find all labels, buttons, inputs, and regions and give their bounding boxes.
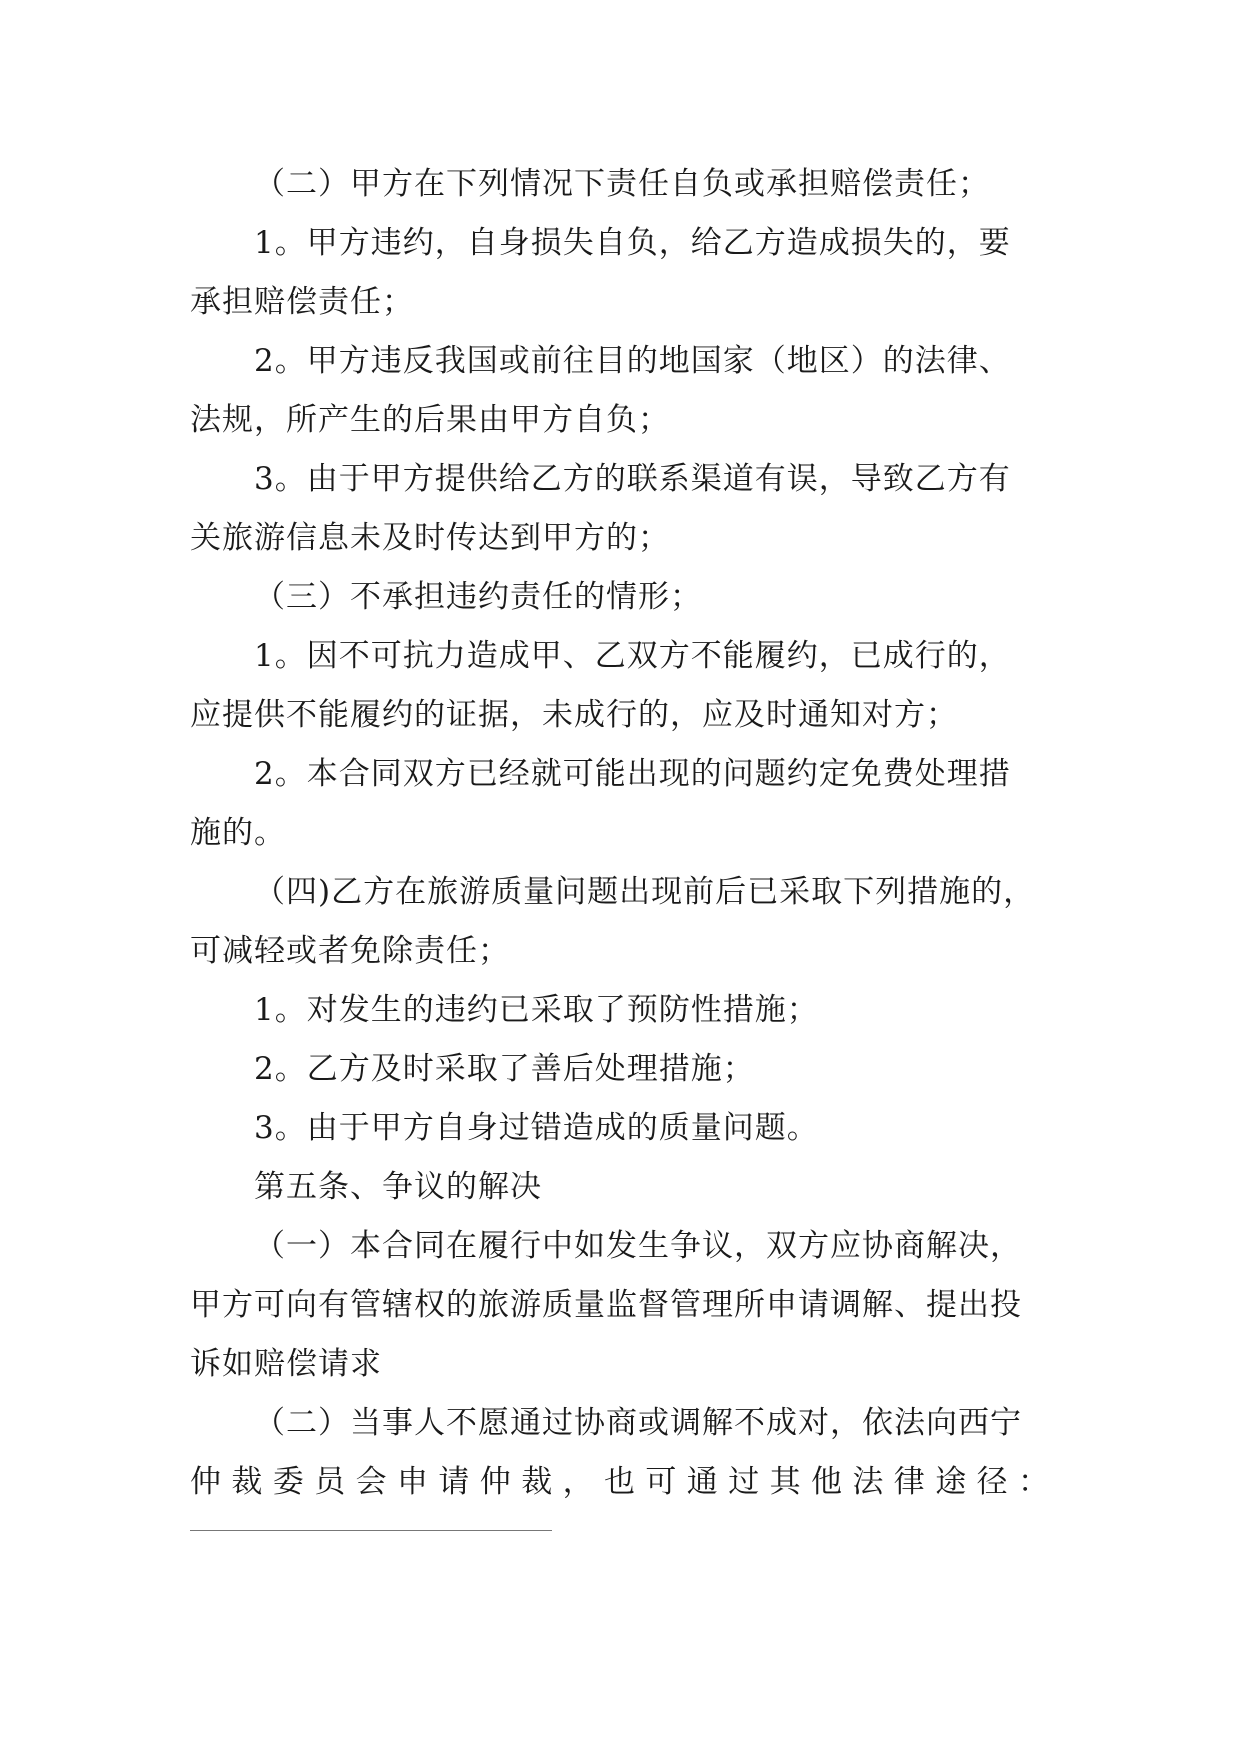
paragraph-line: 甲方可向有管辖权的旅游质量监督管理所申请调解、提出投 bbox=[190, 1287, 1022, 1323]
paragraph-line: 应提供不能履约的证据，未成行的，应及时通知对方； bbox=[190, 697, 958, 733]
paragraph-line: 仲裁委员会申请仲裁，也可通过其他法律途径： bbox=[190, 1464, 1050, 1500]
paragraph-line: （三）不承担违约责任的情形； bbox=[254, 579, 702, 615]
paragraph-line: 诉如赔偿请求 bbox=[190, 1346, 382, 1382]
paragraph-line: 关旅游信息未及时传达到甲方的； bbox=[190, 520, 670, 556]
paragraph-line: 1。甲方违约，自身损失自负，给乙方造成损失的，要 bbox=[254, 225, 1011, 261]
footnote-divider bbox=[190, 1530, 552, 1531]
section-heading: 第五条、争议的解决 bbox=[254, 1169, 542, 1205]
paragraph-line: 2。乙方及时采取了善后处理措施； bbox=[254, 1051, 755, 1087]
paragraph-line: 可减轻或者免除责任； bbox=[190, 933, 510, 969]
paragraph-line: 1。因不可抗力造成甲、乙双方不能履约，已成行的， bbox=[254, 638, 1011, 674]
paragraph-line: （四)乙方在旅游质量问题出现前后已采取下列措施的， bbox=[254, 874, 1036, 910]
paragraph-line: （一）本合同在履行中如发生争议，双方应协商解决， bbox=[254, 1228, 1022, 1264]
paragraph-line: （二）甲方在下列情况下责任自负或承担赔偿责任； bbox=[254, 166, 990, 202]
paragraph-line: 施的。 bbox=[190, 815, 286, 851]
paragraph-line: 3。由于甲方提供给乙方的联系渠道有误，导致乙方有 bbox=[254, 461, 1011, 497]
paragraph-line: 1。对发生的违约已采取了预防性措施； bbox=[254, 992, 819, 1028]
paragraph-line: 法规，所产生的后果由甲方自负； bbox=[190, 402, 670, 438]
paragraph-line: 2。甲方违反我国或前往目的地国家（地区）的法律、 bbox=[254, 343, 1011, 379]
paragraph-line: 2。本合同双方已经就可能出现的问题约定免费处理措 bbox=[254, 756, 1011, 792]
paragraph-line: 承担赔偿责任； bbox=[190, 284, 414, 320]
paragraph-line: 3。由于甲方自身过错造成的质量问题。 bbox=[254, 1110, 819, 1146]
paragraph-line: （二）当事人不愿通过协商或调解不成对，依法向西宁 bbox=[254, 1405, 1022, 1441]
